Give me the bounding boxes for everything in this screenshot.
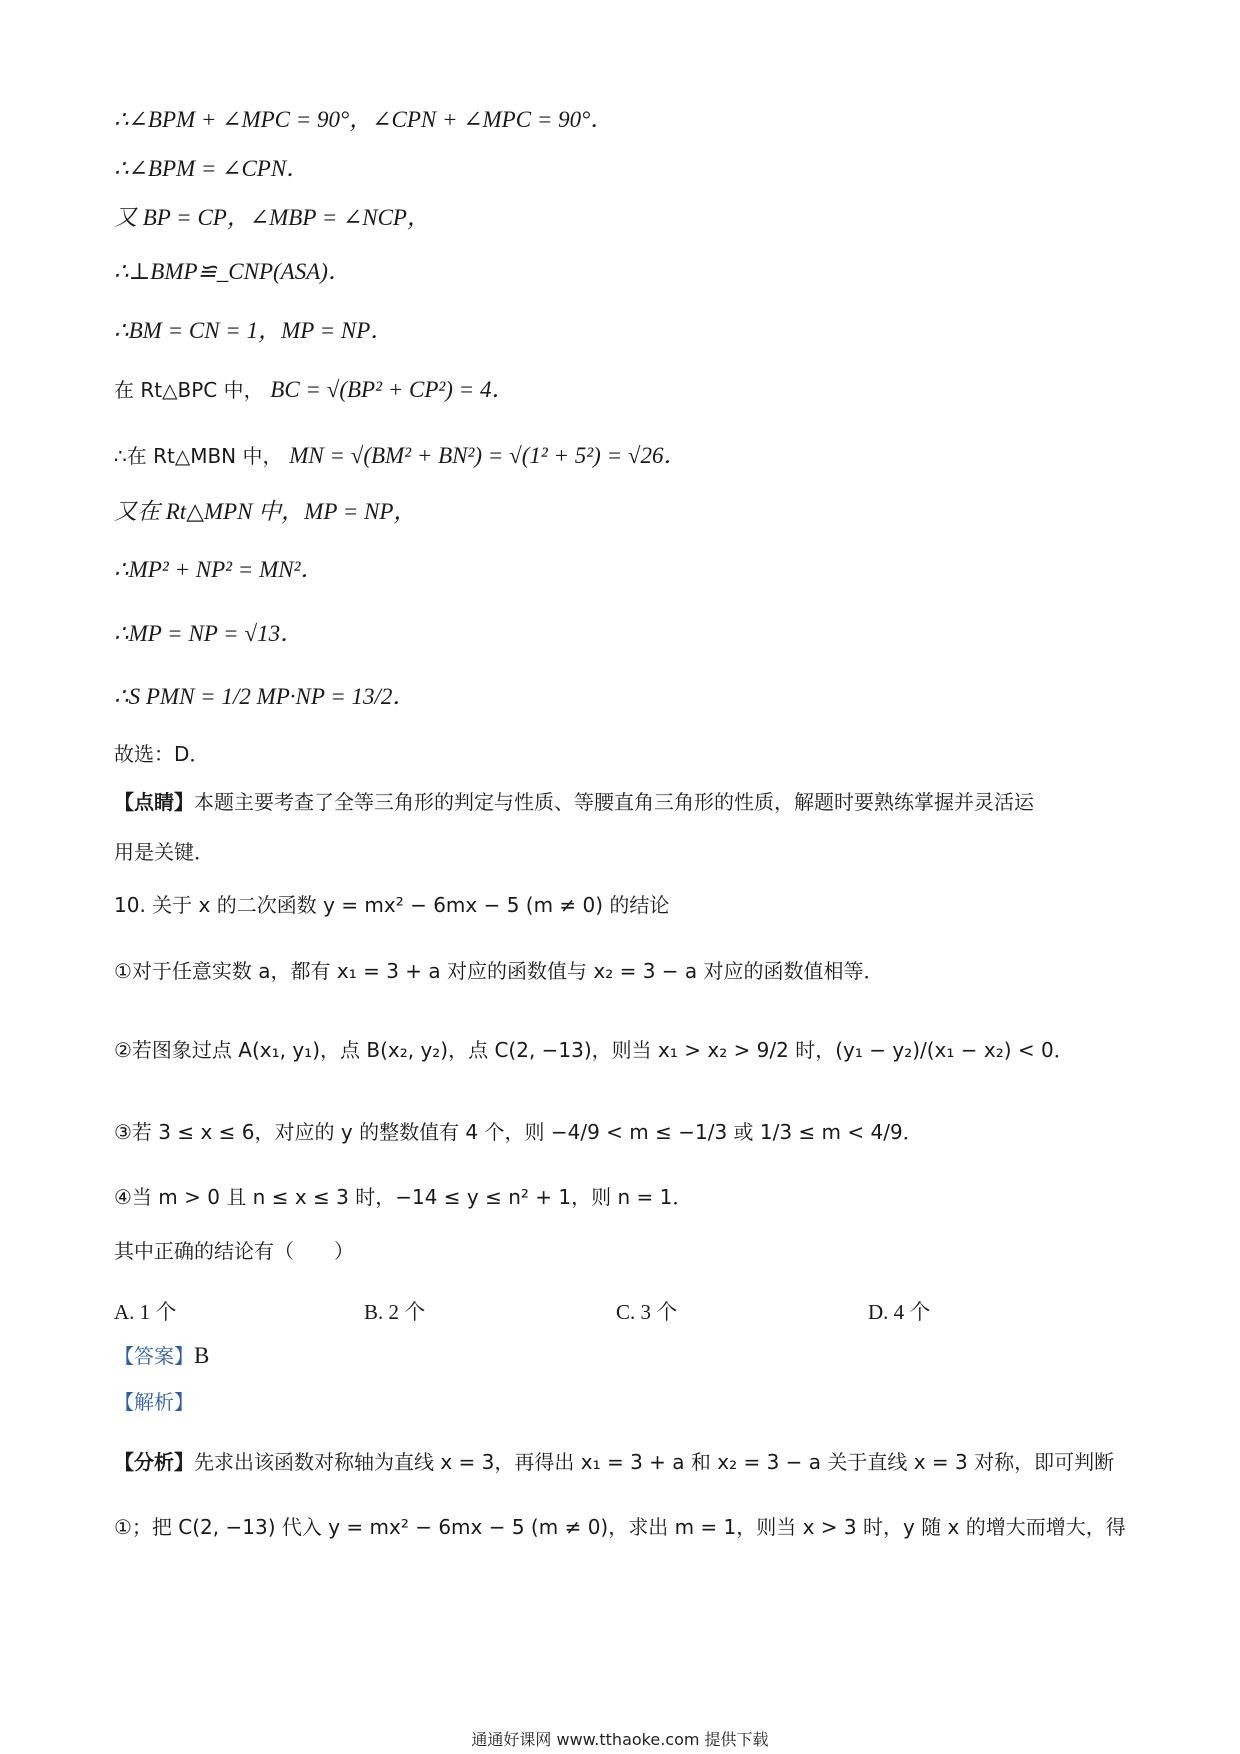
solution-line-3 — [114, 206, 430, 229]
math-expression: ∴MP² + NP² = MN²． — [114, 557, 324, 582]
math-expression: ∴S PMN = 1/2 MP·NP = 13/2． — [114, 684, 416, 709]
page-footer: 通通好课网 www.tthaoke.com 提供下载 — [471, 1730, 769, 1749]
math-expression: 又 BP = CP，∠MBP = ∠NCP， — [114, 205, 430, 230]
text: ∴在 Rt△MBN 中， — [114, 444, 283, 468]
statement-text: ②若图象过点 A(x₁, y₁)，点 B(x₂, y₂)，点 C(2, −13)，则当 x₁ > x₂ > 9/2 时，(y₁ − y₂)/(x₁ − x₂) < 0． — [114, 1038, 1074, 1062]
statement-text: ③若 3 ≤ x ≤ 6，对应的 y 的整数值有 4 个，则 −4/9 < m ≤ −1/3 或 1/3 ≤ m < 4/9． — [114, 1120, 923, 1144]
solution-line-1 — [114, 108, 613, 131]
answer-line — [114, 1344, 209, 1367]
solution-line-10 — [114, 622, 303, 645]
math-expression: ∴⊥BMP≌_CNP(ASA)． — [114, 259, 351, 284]
solution-line-6 — [114, 378, 514, 401]
analysis-line — [114, 1392, 194, 1413]
option-b: B. 2 个 — [364, 1300, 426, 1324]
comment-text: 本题主要考查了全等三角形的判定与性质、等腰直角三角形的性质，解题时要熟练掌握并灵活运 — [194, 790, 1034, 814]
statement-4 — [114, 1187, 692, 1208]
prompt-text: 其中正确的结论有（ ） — [114, 1239, 354, 1263]
statement-3 — [114, 1122, 923, 1143]
math-expression: ∴MP = NP = √13． — [114, 621, 304, 646]
math-expression: ∴BM = CN = 1，MP = NP． — [114, 318, 394, 343]
fenxi-line-2 — [114, 1517, 1126, 1538]
solution-line-9 — [114, 558, 323, 581]
answer-tag: 【答案】 — [114, 1344, 194, 1368]
statement-2 — [114, 1040, 1074, 1061]
fenxi-text: ①；把 C(2, −13) 代入 y = mx² − 6mx − 5 (m ≠ 0)，求出 m = 1，则当 x > 3 时，y 随 x 的增大而增大，得 — [114, 1515, 1126, 1539]
statement-1 — [114, 961, 884, 982]
solution-line-8 — [114, 500, 416, 523]
math-expression: BC = √(BP² + CP²) = 4． — [270, 377, 515, 402]
solution-line-12 — [114, 744, 209, 765]
question-prompt — [114, 1241, 354, 1262]
statement-text: ④当 m > 0 且 n ≤ x ≤ 3 时，−14 ≤ y ≤ n² + 1，则 n = 1． — [114, 1185, 693, 1209]
fenxi-tag: 【分析】 — [114, 1450, 194, 1474]
solution-line-2 — [114, 157, 309, 180]
solution-line-4 — [114, 260, 351, 283]
question-10-stem — [114, 895, 669, 916]
math-expression: 又在 Rt△MPN 中，MP = NP， — [114, 499, 417, 524]
solution-line-11 — [114, 685, 415, 708]
question-text: 10. 关于 x 的二次函数 y = mx² − 6mx − 5 (m ≠ 0) 的结论 — [114, 893, 670, 917]
solution-line-5 — [114, 319, 393, 342]
text: 在 Rt△BPC 中， — [114, 378, 264, 402]
option-c: C. 3 个 — [616, 1300, 678, 1324]
math-expression: ∴∠BPM = ∠CPN． — [114, 156, 310, 181]
statement-text: ①对于任意实数 a，都有 x₁ = 3 + a 对应的函数值与 x₂ = 3 − a 对应的函数值相等． — [114, 959, 884, 983]
math-expression: MN = √(BM² + BN²) = √(1² + 5²) = √26． — [289, 443, 687, 468]
comment-text: 用是关键． — [114, 840, 214, 864]
comment-line — [114, 792, 1034, 813]
comment-line-2 — [114, 842, 214, 863]
comment-tag: 【点睛】 — [114, 790, 194, 814]
text: 故选：D． — [114, 742, 210, 766]
answer-value: B — [194, 1343, 210, 1368]
math-expression: ∴∠BPM + ∠MPC = 90°，∠CPN + ∠MPC = 90°． — [114, 107, 614, 132]
fenxi-line — [114, 1452, 1114, 1473]
fenxi-text: 先求出该函数对称轴为直线 x = 3，再得出 x₁ = 3 + a 和 x₂ = 3 − a 关于直线 x = 3 对称，即可判断 — [194, 1450, 1115, 1474]
solution-line-7 — [114, 444, 686, 467]
option-a: A. 1 个 — [114, 1300, 177, 1324]
option-d: D. 4 个 — [868, 1300, 931, 1324]
analysis-tag: 【解析】 — [114, 1390, 194, 1414]
